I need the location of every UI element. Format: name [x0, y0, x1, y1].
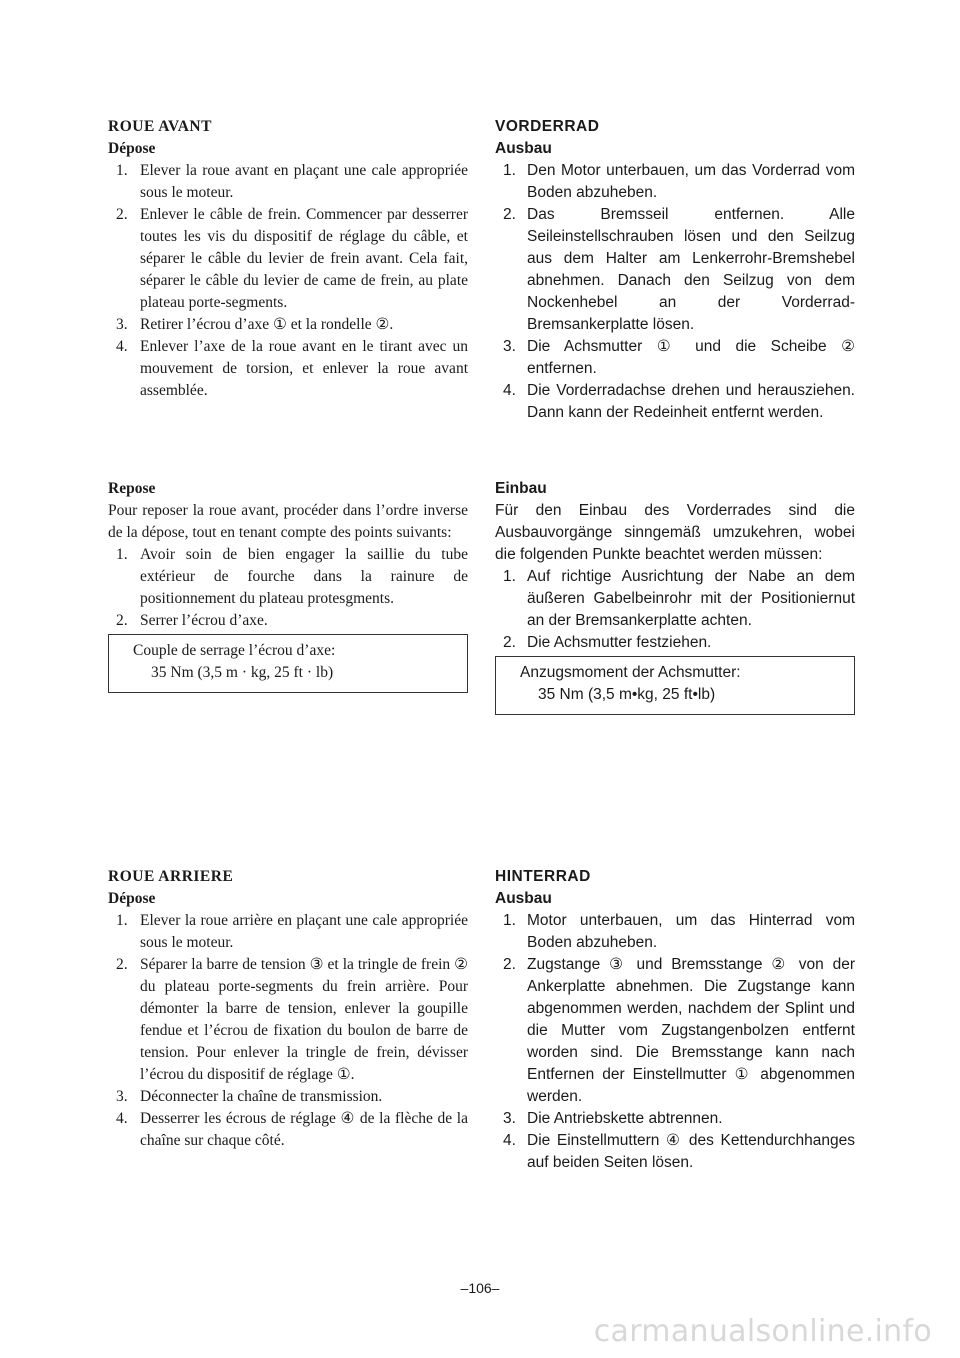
step-text: Zugstange ③ und Bremsstange ② von der Ankerplatte abnehmen. Die Zugstange kann abgenommen werden, nachdem der Splint und die Mutter vom Zugstangenbolzen entfernt worden sind. Die Bremsstange kann nach Entfernen der Einstellmutter ① abgenommen werden.	[527, 956, 855, 1105]
torque-spec-box	[495, 656, 855, 715]
step-number: 2.	[116, 956, 128, 973]
list-item	[495, 160, 855, 204]
torque-value: 35 Nm (3,5 m · kg, 25 ft · lb)	[151, 664, 334, 681]
section-title: VORDERRAD	[495, 118, 600, 135]
step-text: Die Achsmutter ① und die Scheibe ② entfernen.	[527, 338, 855, 377]
list-item	[108, 1086, 468, 1108]
install-steps	[108, 544, 468, 632]
fr-rear-section	[108, 866, 468, 1152]
subsection-heading: Dépose	[108, 890, 156, 907]
de-front-section	[495, 116, 855, 424]
step-text: Déconnecter la chaîne de transmission.	[140, 1088, 383, 1105]
step-number: 1.	[503, 912, 516, 929]
section-title: ROUE ARRIERE	[108, 868, 234, 885]
page-number: –106–	[460, 1280, 500, 1296]
list-item	[495, 910, 855, 954]
step-number: 1.	[116, 162, 128, 179]
list-item	[108, 544, 468, 610]
step-text: Den Motor unterbauen, um das Vorderrad vom Boden abzuheben.	[527, 162, 855, 201]
list-item	[108, 910, 468, 954]
list-item	[108, 1108, 468, 1152]
step-text: Serrer l’écrou d’axe.	[140, 612, 268, 629]
step-number: 3.	[503, 338, 516, 355]
step-text: Die Einstellmuttern ④ des Kettendurchhanges auf beiden Seiten lösen.	[527, 1132, 855, 1171]
step-number: 2.	[116, 612, 128, 629]
step-number: 3.	[116, 1088, 128, 1105]
list-item	[108, 336, 468, 402]
step-number: 2.	[116, 206, 128, 223]
list-item	[108, 314, 468, 336]
list-item	[495, 204, 855, 336]
step-text: Avoir soin de bien engager la saillie du tube extérieur de fourche dans la rainure de positionnement du plateau protesgments.	[140, 546, 468, 607]
step-number: 3.	[116, 316, 128, 333]
step-number: 4.	[116, 338, 128, 355]
step-number: 2.	[503, 956, 516, 973]
watermark: carmanualsonline.info	[593, 1314, 932, 1349]
subsection-heading: Ausbau	[495, 140, 552, 157]
step-number: 1.	[116, 912, 128, 929]
list-item	[495, 1108, 855, 1130]
list-item	[495, 1130, 855, 1174]
list-item	[108, 610, 468, 632]
step-number: 3.	[503, 1110, 516, 1127]
install-intro: Für den Einbau des Vorderrades sind die Ausbauvorgänge sinngemäß umzukehren, wobei die folgenden Punkte beachtet werden müssen:	[495, 502, 855, 563]
removal-steps	[495, 910, 855, 1174]
subsection-heading: Repose	[108, 480, 156, 497]
list-item	[108, 160, 468, 204]
step-number: 2.	[503, 206, 516, 223]
torque-spec-box	[108, 634, 468, 693]
step-number: 1.	[503, 162, 516, 179]
step-number: 2.	[503, 634, 516, 651]
step-text: Séparer la barre de tension ③ et la tringle de frein ② du plateau porte-segments du frein arrière. Pour démonter la barre de tension, enlever la goupille fendue et l’écrou de fixation du boulon de barre de tension. Pour enlever la tringle de frein, dévisser l’écrou du dispositif de réglage ①.	[140, 956, 468, 1083]
list-item	[495, 632, 855, 654]
step-number: 1.	[116, 546, 128, 563]
fr-front-install-section	[108, 478, 468, 693]
de-front-install-section	[495, 478, 855, 715]
torque-label: Anzugsmoment der Achsmutter:	[520, 664, 741, 681]
install-steps	[495, 566, 855, 654]
subsection-heading: Einbau	[495, 480, 547, 497]
step-text: Auf richtige Ausrichtung der Nabe an dem äußeren Gabelbeinrohr mit der Positioniernut an der Bremsankerplatte achten.	[527, 568, 855, 629]
torque-label: Couple de serrage l’écrou d’axe:	[133, 642, 336, 659]
install-intro: Pour reposer la roue avant, procéder dans l’ordre inverse de la dépose, tout en tenant compte des points suivants:	[108, 502, 468, 541]
step-text: Desserrer les écrous de réglage ④ de la flèche de la chaîne sur chaque côté.	[140, 1110, 468, 1149]
removal-steps	[108, 910, 468, 1152]
section-title: ROUE AVANT	[108, 118, 212, 135]
list-item	[495, 380, 855, 424]
list-item	[495, 954, 855, 1108]
step-text: Die Antriebskette abtrennen.	[527, 1110, 723, 1127]
step-text: Enlever l’axe de la roue avant en le tirant avec un mouvement de torsion, et enlever la roue avant assemblée.	[140, 338, 468, 399]
step-number: 4.	[116, 1110, 128, 1127]
section-title: HINTERRAD	[495, 868, 591, 885]
step-text: Retirer l’écrou d’axe ① et la rondelle ②.	[140, 316, 394, 333]
list-item	[108, 204, 468, 314]
subsection-heading: Dépose	[108, 140, 156, 157]
step-text: Die Vorderradachse drehen und herausziehen. Dann kann der Redeinheit entfernt werden.	[527, 382, 855, 421]
list-item	[495, 336, 855, 380]
step-text: Enlever le câble de frein. Commencer par desserrer toutes les vis du dispositif de réglage du câble, et séparer le câble du levier de frein avant. Cela fait, séparer le câble du levier de came de frein, au plate plateau porte-segments.	[140, 206, 468, 311]
list-item	[495, 566, 855, 632]
step-number: 1.	[503, 568, 516, 585]
step-text: Die Achsmutter festziehen.	[527, 634, 712, 651]
removal-steps	[108, 160, 468, 402]
step-text: Elever la roue avant en plaçant une cale appropriée sous le moteur.	[140, 162, 468, 201]
de-rear-section	[495, 866, 855, 1174]
subsection-heading: Ausbau	[495, 890, 552, 907]
step-text: Elever la roue arrière en plaçant une cale appropriée sous le moteur.	[140, 912, 468, 951]
step-number: 4.	[503, 1132, 516, 1149]
step-text: Motor unterbauen, um das Hinterrad vom Boden abzuheben.	[527, 912, 855, 951]
list-item	[108, 954, 468, 1086]
torque-value: 35 Nm (3,5 m•kg, 25 ft•lb)	[538, 686, 716, 703]
removal-steps	[495, 160, 855, 424]
fr-front-section	[108, 116, 468, 402]
step-text: Das Bremsseil entfernen. Alle Seileinstellschrauben lösen und den Seilzug aus dem Halter am Lenkerrohr-Bremshebel abnehmen. Danach den Seilzug von dem Nockenhebel an der Vorderrad-Bremsankerplatte lösen.	[527, 206, 855, 333]
step-number: 4.	[503, 382, 516, 399]
